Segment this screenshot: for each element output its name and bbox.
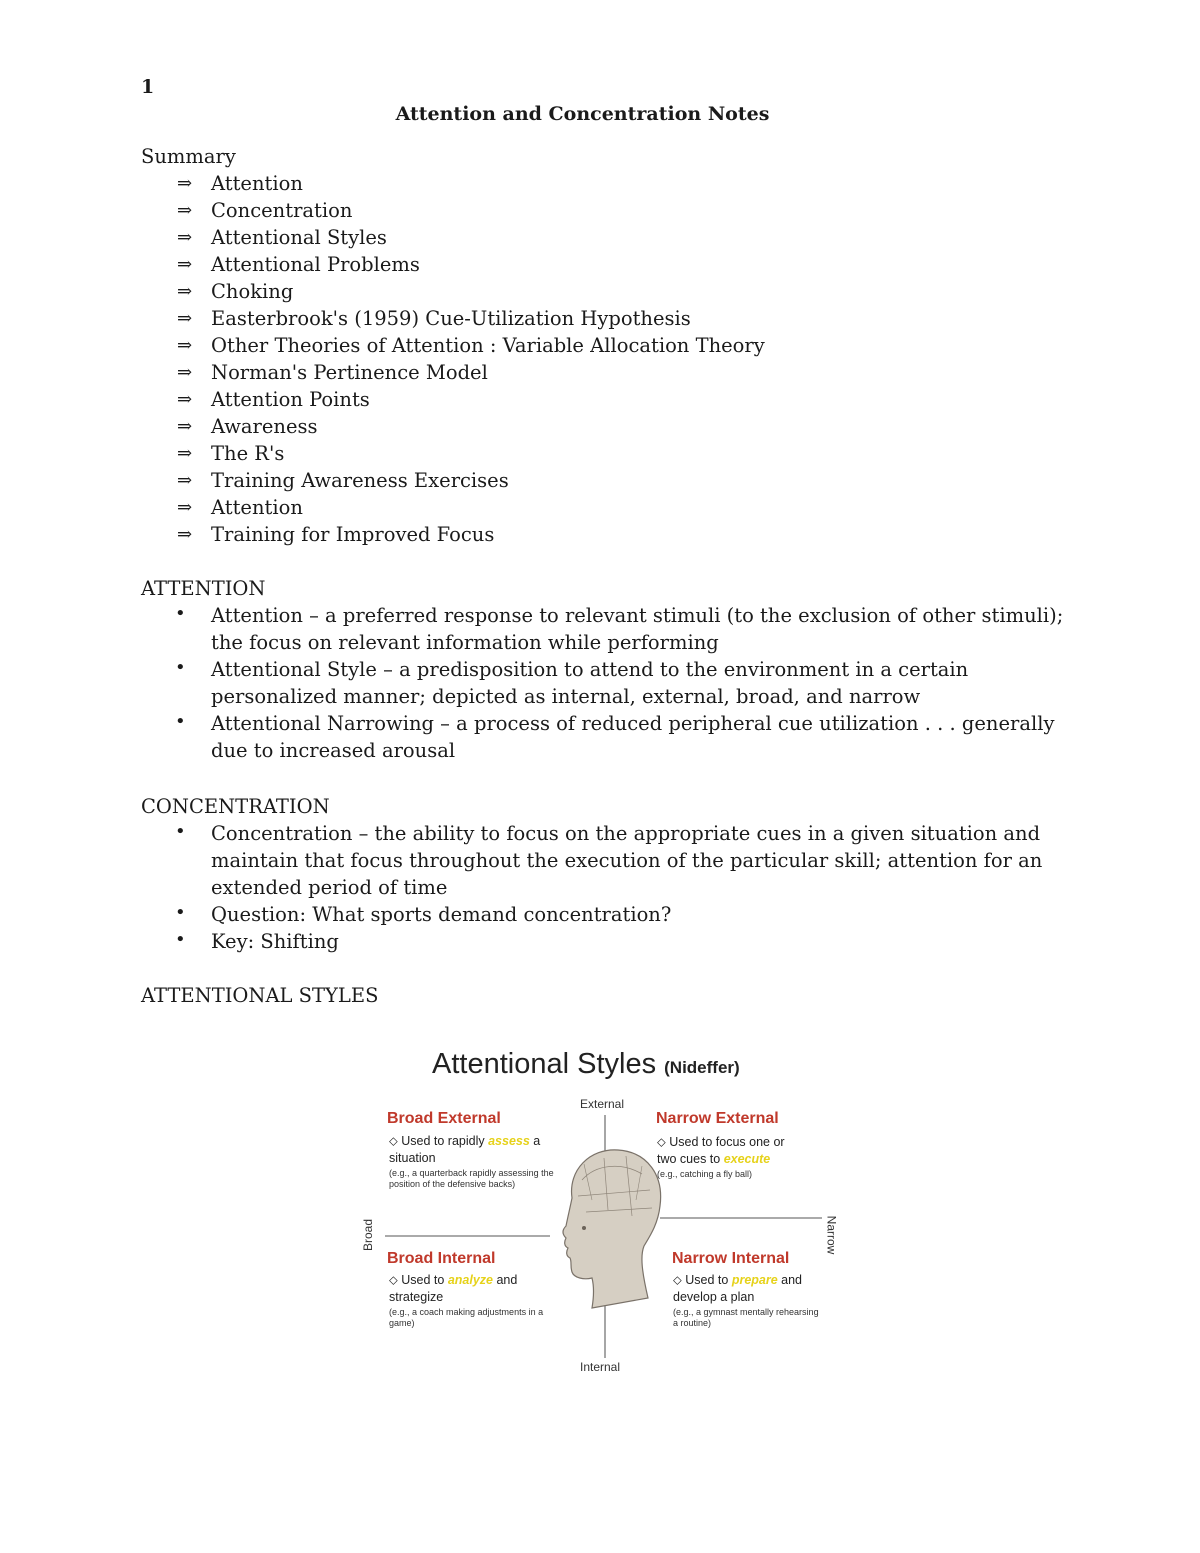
page-title: Attention and Concentration Notes [395, 103, 770, 125]
attention-item-text: Attentional Style – a predisposition to attend to the environment in a certain personalized manner; depicted as internal, external, broad, and narrow [211, 658, 969, 708]
summary-item [141, 386, 765, 413]
head-profile-icon [563, 1150, 661, 1308]
summary-item [141, 494, 765, 521]
quadrant-narrow-external-text [657, 1134, 792, 1180]
arrow-icon: ⇒ [177, 416, 193, 437]
summary-item-text: Training Awareness Exercises [211, 469, 509, 492]
quadrant-broad-internal-text [389, 1272, 544, 1329]
arrow-icon: ⇒ [177, 227, 193, 248]
attention-item-text: Attentional Narrowing – a process of reduced peripheral cue utilization . . . generally due to increased arousal [211, 712, 1055, 762]
summary-item-text: Concentration [211, 199, 353, 222]
attention-section [141, 575, 1071, 764]
quadrant-text-pre: Used to [685, 1273, 732, 1287]
quadrant-broad-external-heading: Broad External [387, 1110, 501, 1127]
quadrant-highlight: prepare [731, 1273, 778, 1287]
quadrant-text-pre: Used to [401, 1273, 448, 1287]
concentration-item [141, 901, 1071, 928]
attention-item-text: Attention – a preferred response to relevant stimuli (to the exclusion of other stimuli); the focus on relevant information while performing [211, 604, 1064, 654]
arrow-icon: ⇒ [177, 497, 193, 518]
quadrant-broad-internal-heading: Broad Internal [387, 1250, 496, 1267]
summary-section [141, 143, 765, 548]
bullet-icon: • [175, 902, 186, 923]
summary-item [141, 413, 765, 440]
arrow-icon: ⇒ [177, 389, 193, 410]
bullet-icon: • [175, 929, 186, 950]
arrow-icon: ⇒ [177, 470, 193, 491]
bullet-icon: • [175, 821, 186, 842]
summary-item-text: Other Theories of Attention : Variable Allocation Theory [211, 334, 765, 357]
quadrant-narrow-internal-text [673, 1272, 823, 1329]
figure-subtitle: (Nideffer) [664, 1058, 740, 1077]
arrow-icon: ⇒ [177, 308, 193, 329]
summary-item-text: Attentional Styles [211, 226, 387, 249]
summary-list [141, 170, 765, 548]
concentration-list [141, 820, 1071, 955]
figure-title-text: Attentional Styles [432, 1048, 657, 1080]
summary-item-text: Attention Points [211, 388, 370, 411]
attentional-styles-heading: ATTENTIONAL STYLES [141, 984, 379, 1007]
axis-label-right: Narrow [824, 1215, 839, 1255]
summary-item [141, 170, 765, 197]
summary-item [141, 251, 765, 278]
diamond-bullet-icon: ⬦ [657, 1135, 666, 1149]
attention-item [141, 656, 1071, 710]
attention-item [141, 602, 1071, 656]
attentional-styles-figure [360, 1040, 850, 1390]
quadrant-highlight: execute [723, 1152, 771, 1166]
quadrant-example: (e.g., catching a fly ball) [657, 1169, 753, 1179]
quadrant-example: (e.g., a quarterback rapidly assessing the position of the defensive backs) [389, 1168, 554, 1189]
bullet-icon: • [175, 657, 186, 678]
arrow-icon: ⇒ [177, 335, 193, 356]
quadrant-text-post: a situation [389, 1134, 541, 1165]
summary-item [141, 305, 765, 332]
attention-list [141, 602, 1071, 764]
arrow-icon: ⇒ [177, 443, 193, 464]
summary-item [141, 224, 765, 251]
quadrant-highlight: assess [488, 1134, 530, 1148]
bullet-icon: • [175, 603, 186, 624]
axis-label-left: Broad [361, 1218, 376, 1252]
concentration-item-text: Question: What sports demand concentration? [211, 903, 672, 926]
figure-axes [360, 1040, 850, 1390]
quadrant-broad-external-text [389, 1133, 554, 1190]
summary-heading: Summary [141, 145, 236, 168]
quadrant-highlight: analyze [447, 1273, 493, 1287]
summary-item-text: Training for Improved Focus [211, 523, 495, 546]
summary-item-text: Norman's Pertinence Model [211, 361, 488, 384]
summary-item [141, 332, 765, 359]
concentration-item [141, 928, 1071, 955]
arrow-icon: ⇒ [177, 524, 193, 545]
quadrant-narrow-external-heading: Narrow External [656, 1110, 779, 1127]
axis-label-top: External [580, 1097, 625, 1111]
summary-item-text: Attention [211, 172, 303, 195]
summary-item-text: Awareness [211, 415, 318, 438]
quadrant-narrow-internal-heading: Narrow Internal [672, 1250, 790, 1267]
summary-item-text: The R's [211, 442, 285, 465]
arrow-icon: ⇒ [177, 200, 193, 221]
arrow-icon: ⇒ [177, 281, 193, 302]
concentration-section [141, 793, 1071, 955]
diamond-bullet-icon: ⬦ [389, 1134, 398, 1148]
summary-item [141, 359, 765, 386]
diamond-bullet-icon: ⬦ [389, 1273, 398, 1287]
summary-item [141, 440, 765, 467]
arrow-icon: ⇒ [177, 173, 193, 194]
attentional-styles-section [141, 982, 378, 1009]
page-number: 1 [141, 76, 155, 98]
quadrant-text-pre: Used to focus one or two cues to [657, 1135, 785, 1166]
axis-label-bottom: Internal [580, 1360, 621, 1374]
summary-item-text: Easterbrook's (1959) Cue-Utilization Hypothesis [211, 307, 691, 330]
summary-item-text: Attentional Problems [211, 253, 420, 276]
concentration-item [141, 820, 1071, 901]
arrow-icon: ⇒ [177, 254, 193, 275]
quadrant-example: (e.g., a gymnast mentally rehearsing a routine) [673, 1307, 819, 1328]
summary-item-text: Choking [211, 280, 294, 303]
summary-item [141, 278, 765, 305]
bullet-icon: • [175, 711, 186, 732]
quadrant-text-post: and strategize [389, 1273, 518, 1304]
concentration-heading: CONCENTRATION [141, 795, 330, 818]
summary-item [141, 197, 765, 224]
diamond-bullet-icon: ⬦ [673, 1273, 682, 1287]
attention-item [141, 710, 1071, 764]
arrow-icon: ⇒ [177, 362, 193, 383]
quadrant-example: (e.g., a coach making adjustments in a game) [389, 1307, 544, 1328]
attention-heading: ATTENTION [141, 577, 266, 600]
concentration-item-text: Concentration – the ability to focus on the appropriate cues in a given situation and maintain that focus throughout the execution of the particular skill; attention for an extended period of time [211, 822, 1043, 899]
quadrant-text-post: and develop a plan [673, 1273, 803, 1304]
summary-item-text: Attention [211, 496, 303, 519]
summary-item [141, 521, 765, 548]
concentration-item-text: Key: Shifting [211, 930, 339, 953]
summary-item [141, 467, 765, 494]
quadrant-text-pre: Used to rapidly [401, 1134, 489, 1148]
